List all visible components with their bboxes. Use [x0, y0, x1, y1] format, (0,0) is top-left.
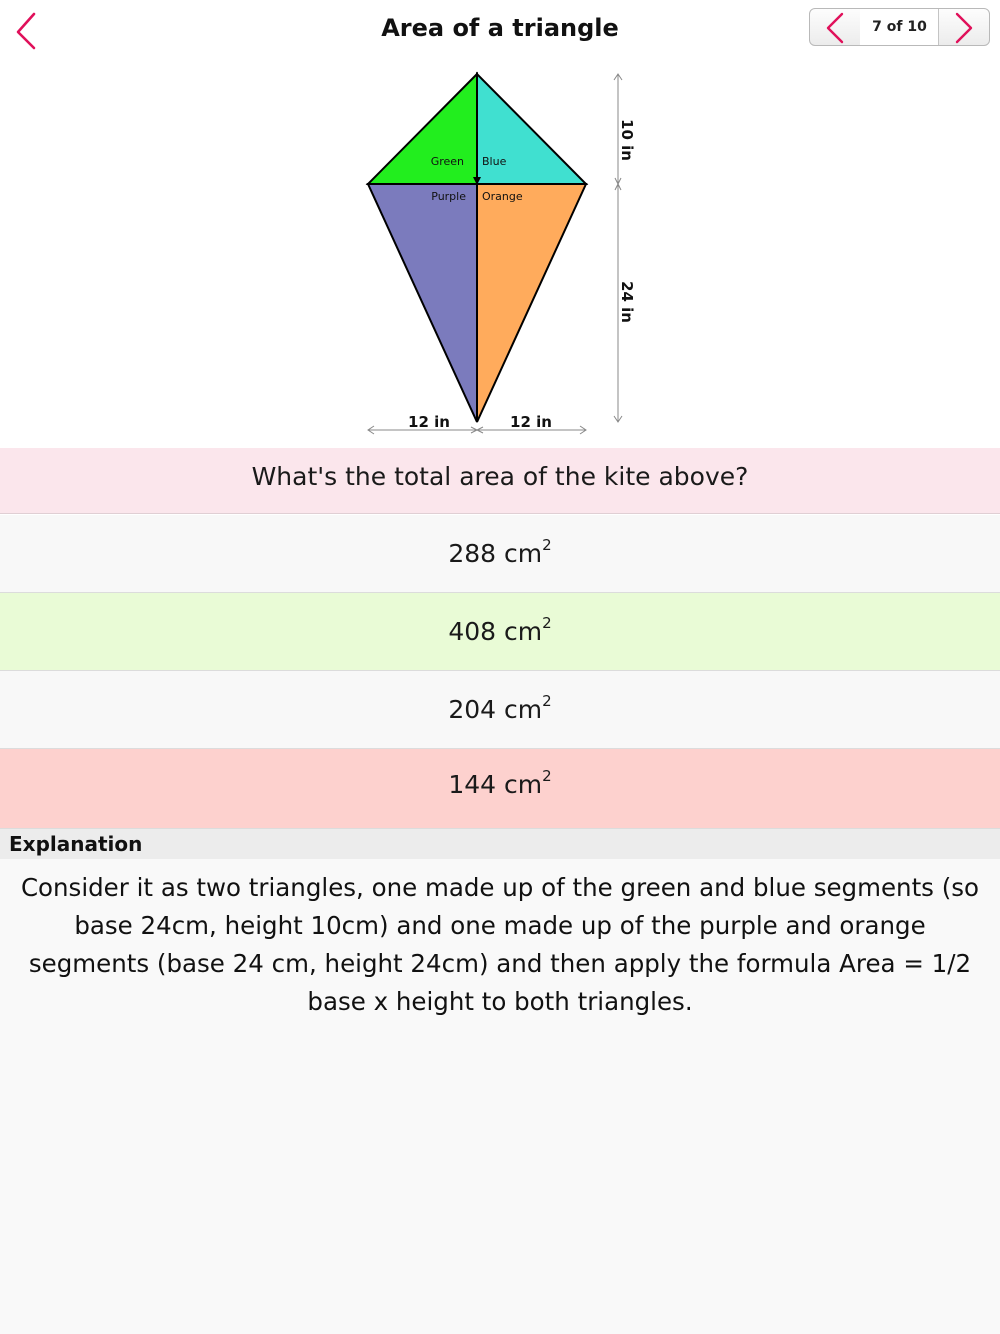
pager-label: 7 of 10: [860, 9, 939, 45]
purple-segment: [368, 184, 477, 422]
previous-question-button[interactable]: [810, 9, 861, 45]
blue-label: Blue: [482, 155, 507, 168]
answer-option-2-correct[interactable]: [0, 593, 1000, 671]
answer-exponent: 2: [542, 691, 552, 710]
purple-label: Purple: [431, 190, 466, 203]
explanation-heading: Explanation: [0, 829, 1000, 859]
bottom-height-label: 24 in: [618, 281, 636, 323]
top-height-label: 10 in: [618, 119, 636, 161]
answer-option-1[interactable]: [0, 515, 1000, 593]
orange-segment: [477, 184, 586, 422]
answer-value: 288 cm: [448, 539, 543, 568]
answer-option-3[interactable]: [0, 671, 1000, 749]
answer-value: 204 cm: [448, 695, 543, 724]
left-width-label: 12 in: [408, 413, 450, 431]
answer-option-4-wrong[interactable]: [0, 749, 1000, 829]
answer-exponent: 2: [542, 613, 552, 632]
chevron-right-icon: [939, 9, 989, 45]
question-pager: [809, 8, 990, 46]
right-width-label: 12 in: [510, 413, 552, 431]
question-text: What's the total area of the kite above?: [0, 448, 1000, 514]
chevron-left-icon: [810, 9, 860, 45]
explanation-text: Consider it as two triangles, one made up of the green and blue segments (so base 24cm, height 10cm) and one made up of the purple and orange segments (base 24 cm, height 24cm) and then apply the formula Area = 1/2 base x height to both triangles.: [0, 859, 1000, 1334]
header-bar: [0, 0, 1000, 56]
answer-value: 144 cm: [448, 770, 543, 799]
next-question-button[interactable]: [938, 9, 989, 45]
green-label: Green: [430, 155, 464, 168]
kite-diagram: [340, 66, 660, 438]
answer-value: 408 cm: [448, 617, 543, 646]
answer-exponent: 2: [542, 766, 552, 785]
orange-label: Orange: [482, 190, 523, 203]
back-button[interactable]: [6, 6, 46, 50]
chevron-left-icon: [6, 6, 46, 50]
page-title: Area of a triangle: [381, 14, 619, 42]
answer-exponent: 2: [542, 535, 552, 554]
